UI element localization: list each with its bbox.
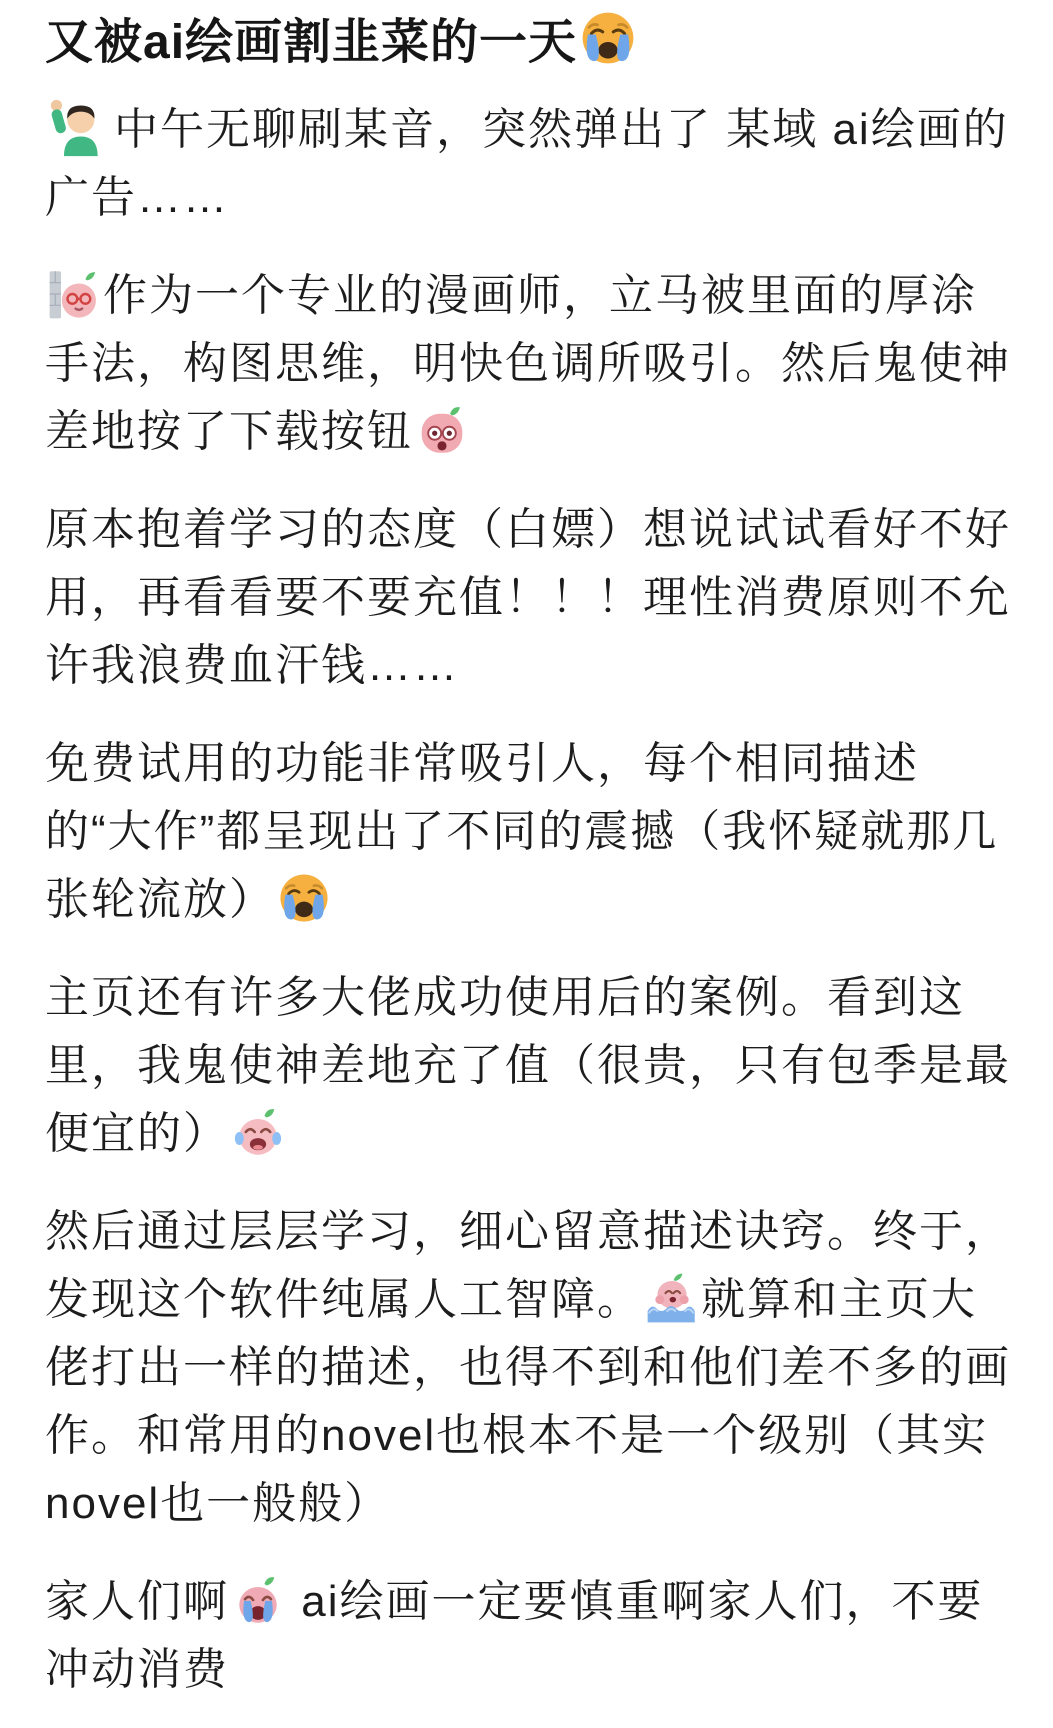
blob-laughcry-icon xyxy=(232,1106,284,1158)
post-paragraph xyxy=(45,1568,1011,1704)
text-run: 家人们啊 xyxy=(45,1577,229,1626)
post-body xyxy=(45,96,1011,1704)
blob-shocked-icon xyxy=(416,404,468,456)
text-run: 就算和主页大佬打出一样的描述，也得不到和他们差不多的画作。和常用的novel也根本不是一个级别（其实novel也一般般） xyxy=(45,1275,1011,1528)
sob-icon xyxy=(278,872,330,924)
text-run: 免费试用的功能非常吸引人，每个相同描述的“大作”都呈现出了不同的震撼（我怀疑就那几张轮流放） xyxy=(45,739,999,924)
post-paragraph xyxy=(45,262,1011,466)
text-run: 作为一个专业的漫画师，立马被里面的厚涂手法，构图思维，明快色调所吸引。然后鬼使神差地按了下载按钮 xyxy=(45,271,1011,456)
blob-wall-icon xyxy=(48,268,100,320)
sob-icon xyxy=(580,10,636,66)
post-paragraph xyxy=(45,496,1011,700)
text-run: 中午无聊刷某音，突然弹出了 某域 ai绘画的广告…… xyxy=(45,105,1009,222)
text-run: 原本抱着学习的态度（白嫖）想说试试看好不好用，再看看要不要充值！！！理性消费原则不允许我浪费血汗钱…… xyxy=(45,505,1011,690)
blob-bigcry-icon xyxy=(232,1574,284,1626)
post-paragraph xyxy=(45,964,1011,1168)
post-paragraph xyxy=(45,96,1011,232)
text-run: 然后通过层层学习，细心留意描述诀窍。终于，发现这个软件纯属人工智障。 xyxy=(45,1207,1011,1324)
post-title xyxy=(45,10,1011,72)
post-paragraph xyxy=(45,730,1011,934)
man-raising-hand-icon xyxy=(48,98,108,158)
post-paragraph xyxy=(45,1198,1011,1538)
blob-pool-icon xyxy=(646,1272,698,1324)
text-run: ai绘画一定要慎重啊家人们，不要冲动消费 xyxy=(45,1577,984,1694)
text-run: 主页还有许多大佬成功使用后的案例。看到这里，我鬼使神差地充了值（很贵，只有包季是最便宜的） xyxy=(45,973,1011,1158)
text-run: 又被ai绘画割韭菜的一天 xyxy=(45,16,578,69)
